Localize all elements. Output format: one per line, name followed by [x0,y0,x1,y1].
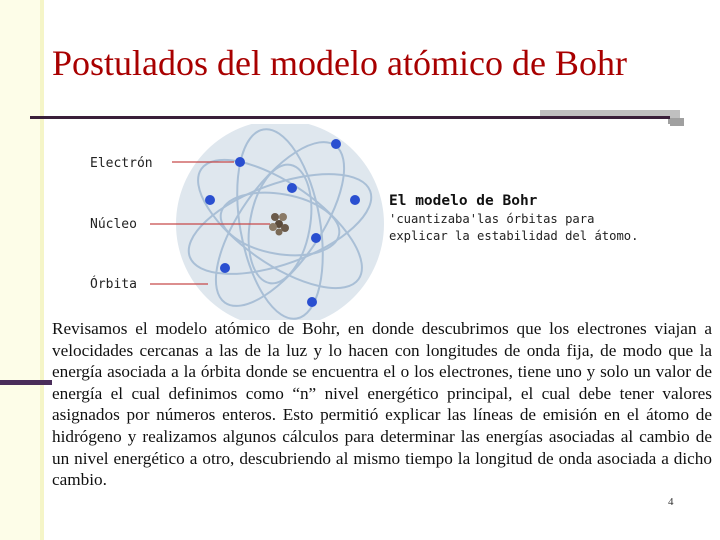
figure-caption-line-2: explicar la estabilidad del átomo. [389,229,639,243]
electron [311,233,321,243]
slide-title: Postulados del modelo atómico de Bohr [52,43,627,83]
body-paragraph: Revisamos el modelo atómico de Bohr, en donde descubrimos que los electrones viajan a velocidades cercanas a las de la luz y lo hacen con longitudes de onda fija, de modo que la energía asociada a la órbita donde se encuentra el o los electrones, tiene uno y solo un valor de energía el cual definimos como “n” nivel energético principal, el cual debe tener valores asignados por números enteros. Esto permitió explicar las líneas de emisión en el átomo de hidrógeno y realizamos algunos cálculos para determinar las energías asociadas al cambio de un nivel energético a otro, descubriendo al mismo tiempo la longitud de onda asociada a dicho cambio. [52,319,712,490]
electron [350,195,360,205]
bohr-model-figure [84,124,670,320]
left-margin-strip [0,0,40,540]
title-divider [30,116,670,119]
page-number: 4 [668,496,674,508]
electron [235,157,245,167]
electron [287,183,297,193]
electron [331,139,341,149]
label-nucleus: Núcleo [90,217,137,232]
bohr-atom-diagram [84,124,670,320]
left-margin-rule [40,0,44,540]
label-electron: Electrón [90,156,153,171]
electron [307,297,317,307]
label-orbit: Órbita [90,277,137,292]
figure-caption-line-1: 'cuantizaba'las órbitas para [389,212,595,226]
figure-heading: El modelo de Bohr [389,193,538,209]
left-accent-bar [0,380,52,385]
electron [205,195,215,205]
title-rule-accent-small [668,118,684,126]
electron [220,263,230,273]
